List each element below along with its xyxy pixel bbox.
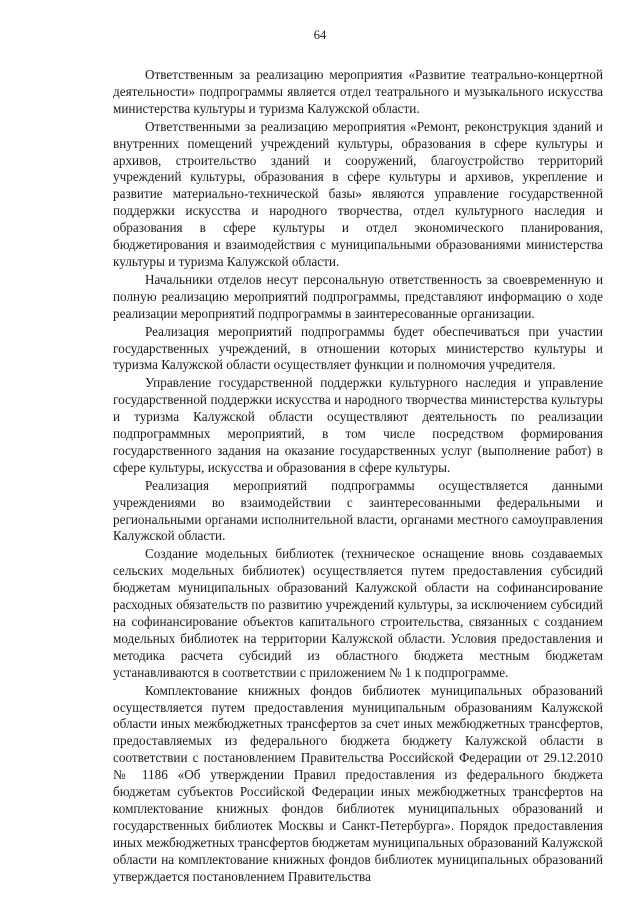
- document-body: [113, 67, 603, 887]
- paragraph: Реализация мероприятий подпрограммы будет обеспечиваться при участии государственных учреждений, в отношении которых министерство культуры и туризма Калужской области осуществляет функции и полномочия учредителя.: [113, 323, 603, 373]
- paragraph: Начальники отделов несут персональную ответственность за своевременную и полную реализацию мероприятий подпрограммы, представляют информацию о ходе реализации мероприятий подпрограммы в заинтересованные организации.: [113, 271, 603, 321]
- paragraph: Реализация мероприятий подпрограммы осуществляется данными учреждениями во взаимодействии с заинтересованными федеральными и региональными органами исполнительной власти, органами местного самоуправления Калужской области.: [113, 477, 603, 544]
- paragraph: Ответственными за реализацию мероприятия «Ремонт, реконструкция зданий и внутренних помещений учреждений культуры, образования в сфере культуры и архивов, строительство зданий и сооружений, благоустройство территорий учреждений культуры, образования в сфере культуры и архивов, укрепление и развитие материально-технической базы» являются управление государственной поддержки искусства и народного творчества, отдел культурного наследия и образования в сфере культуры и отдел экономического планирования, бюджетирования и взаимодействия с муниципальными образованиями министерства культуры и туризма Калужской области.: [113, 118, 603, 269]
- paragraph: Создание модельных библиотек (техническое оснащение вновь создаваемых сельских модельных библиотек) осуществляется путем предоставления субсидий бюджетам муниципальных образований Калужской области на софинансирование расходных обязательств по развитию учреждений культуры, за исключением субсидий на софинансирование объектов капитального строительства, связанных с созданием модельных библиотек на территории Калужской области. Условия предоставления и методика расчета субсидий из областного бюджета местным бюджетам устанавливаются в соответствии с приложением № 1 к подпрограмме.: [113, 546, 603, 680]
- paragraph: Ответственным за реализацию мероприятия «Развитие театрально-концертной деятельности» подпрограммы является отдел театрального и музыкального искусства министерства культуры и туризма Калужской области.: [113, 67, 603, 116]
- paragraph: Комплектование книжных фондов библиотек муниципальных образований осуществляется путем предоставления муниципальным образованиям Калужской области иных межбюджетных трансфертов за счет иных межбюджетных трансфертов, предоставляемых из федерального бюджета бюджету Калужской области в соответствии с постановлением Правительства Российской Федерации от 29.12.2010 № 1186 «Об утверждении Правил предоставления из федерального бюджета бюджетам субъектов Российской Федерации иных межбюджетных трансфертов на комплектование книжных фондов библиотек муниципальных образований и государственных библиотек Москвы и Санкт-Петербурга». Порядок предоставления иных межбюджетных трансфертов бюджетам муниципальных образований Калужской области на комплектование книжных фондов библиотек муниципальных образований утверждается постановлением Правительства: [113, 682, 603, 884]
- page-number: 64: [313, 28, 327, 42]
- paragraph: Управление государственной поддержки культурного наследия и управление государственной поддержки искусства и народного творчества министерства культуры и туризма Калужской области осуществляют деятельность по реализации подпрограммных мероприятий, в том числе посредством формирования государственного задания на оказание государственных услуг (выполнение работ) в сфере культуры, искусства и образования в сфере культуры.: [113, 375, 603, 475]
